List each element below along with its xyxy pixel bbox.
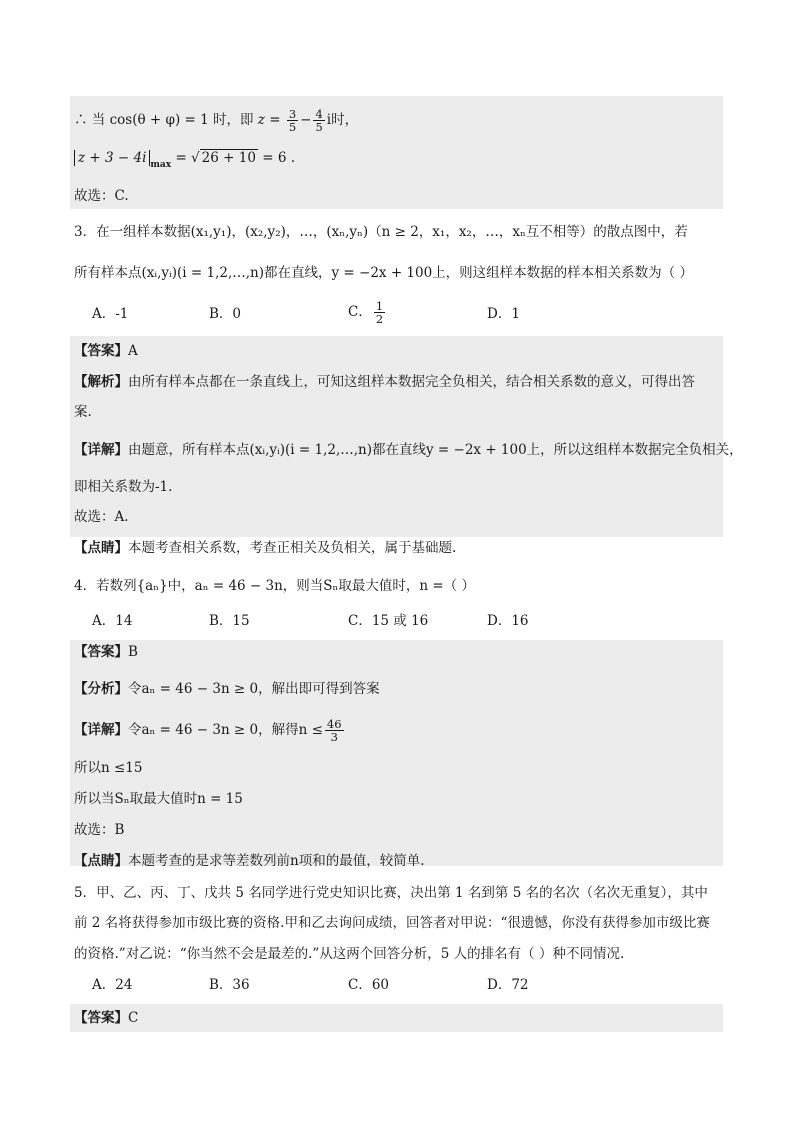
q4-detail: 【详解】令aₙ = 46 − 3n ≥ 0，解得n ≤ $\frac{46}{3}$ xyxy=(74,717,342,744)
shade-q4-solution xyxy=(70,640,723,866)
q3-detail-line-2: 即相关系数为-1. xyxy=(74,479,173,495)
shade-q3-solution xyxy=(70,336,723,537)
q3-option-d: D．1 xyxy=(487,306,520,322)
q4-stem: 4．若数列{aₙ}中，aₙ = 46 − 3n，则当Sₙ取最大值时，n =（ ） xyxy=(74,578,475,594)
q3-note: 【点睛】本题考查相关系数，考查正相关及负相关，属于基础题. xyxy=(74,540,457,556)
q4-answer: 【答案】B xyxy=(74,644,138,660)
q4-analysis: 【分析】令aₙ = 46 − 3n ≥ 0，解出即可得到答案 xyxy=(74,681,380,697)
q4-option-b: B．15 xyxy=(209,613,250,629)
q3-detail-line-1: 【详解】由题意，所有样本点(xᵢ,yᵢ)(i = 1,2,…,n)都在直线y = −2x + 100上，所以这组样本数据完全负相关， xyxy=(74,442,743,458)
shade-q5-answer xyxy=(70,1004,723,1032)
q3-option-c: C． $\frac{1}{2}$ xyxy=(348,299,384,326)
q3-analysis-line-2: 案. xyxy=(74,404,92,420)
prev-solution-line-2: z + 3 − 4i $_{max}$ = √ 26 + 10 = 6 . xyxy=(74,148,295,175)
prev-solution-select: 故选：C. xyxy=(74,188,129,204)
q3-stem-line-1: 3．在一组样本数据(x₁,y₁)，(x₂,y₂)，…，(xₙ,yₙ)（n ≥ 2，x₁，x₂，…，xₙ互不相等）的散点图中，若 xyxy=(74,224,688,240)
q3-answer: 【答案】A xyxy=(74,343,138,359)
q3-select: 故选：A. xyxy=(74,509,129,525)
q5-option-c: C．60 xyxy=(348,977,390,993)
fraction-4-5: $\frac{4}{5}$ xyxy=(315,107,323,134)
q3-option-b: B．0 xyxy=(209,306,242,322)
q5-answer: 【答案】C xyxy=(74,1010,139,1026)
q5-stem-line-2: 前 2 名将获得参加市级比赛的资格.甲和乙去询问成绩，回答者对甲说：“很遗憾，你没有获得参加市级比赛 xyxy=(74,915,710,931)
prev-solution-line-1: ∴ 当 cos(θ + φ) = 1 时，即 z = $\frac{3}{5}$ − $\frac{4}{5}$ i时， xyxy=(74,107,359,134)
q4-note: 【点睛】本题考查的是求等差数列前n项和的最值，较简单. xyxy=(74,853,425,869)
q5-option-a: A．24 xyxy=(92,977,133,993)
q4-option-c: C．15 或 16 xyxy=(348,613,429,629)
q4-select: 故选：B xyxy=(74,822,125,838)
q5-stem-line-3: 的资格.”对乙说：“你当然不会是最差的.”从这两个回答分析，5 人的排名有（ ）种不同情况. xyxy=(74,946,625,962)
q3-stem-line-2: 所有样本点(xᵢ,yᵢ)(i = 1,2,…,n)都在直线，y = −2x + 100上，则这组样本数据的样本相关系数为（ ） xyxy=(74,265,693,281)
q4-option-a: A．14 xyxy=(92,613,133,629)
q5-stem-line-1: 5．甲、乙、丙、丁、戊共 5 名同学进行党史知识比赛，决出第 1 名到第 5 名的名次（名次无重复），其中 xyxy=(74,885,708,901)
q5-option-b: B．36 xyxy=(209,977,250,993)
q4-step-1: 所以n ≤15 xyxy=(74,760,143,776)
q4-option-d: D．16 xyxy=(487,613,529,629)
q5-option-d: D．72 xyxy=(487,977,529,993)
q3-analysis-line-1: 【解析】由所有样本点都在一条直线上，可知这组样本数据完全负相关，结合相关系数的意义，可得出答 xyxy=(74,374,695,390)
fraction-46-3: $\frac{46}{3}$ xyxy=(326,717,342,744)
q4-step-2: 所以当Sₙ取最大值时n = 15 xyxy=(74,791,243,807)
fraction-3-5: $\frac{3}{5}$ xyxy=(288,107,297,134)
q3-option-a: A．-1 xyxy=(92,306,129,322)
